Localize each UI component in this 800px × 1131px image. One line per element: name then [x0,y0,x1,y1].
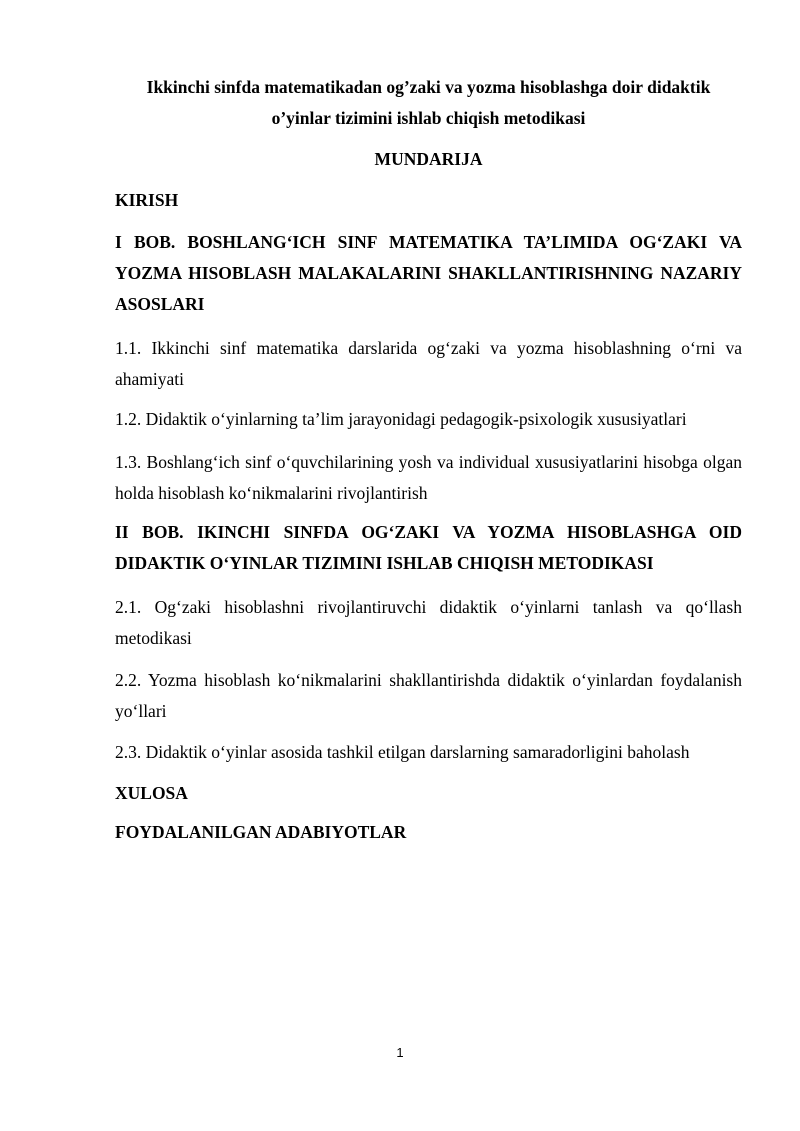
page-number: 1 [396,1045,404,1060]
toc-entry-references: FOYDALANILGAN ADABIYOTLAR [115,822,407,842]
toc-entry-chapter-1: I BOB. BOSHLANG‘ICH SINF MATEMATIKA TA’LIMIDA OG‘ZAKI VA YOZMA HISOBLASH MALAKALARINI SHAKLLANTIRISHNING NAZARIY ASOSLARI [115,232,742,314]
toc-entry-section-1-3: 1.3. Boshlang‘ich sinf o‘quvchilarining yosh va individual xususiyatlarini hisobga olgan holda hisoblash ko‘nikmalarini rivojlantirish [115,452,742,503]
document-title [115,72,742,134]
toc-entry-section-1-1: 1.1. Ikkinchi sinf matematika darslarida og‘zaki va yozma hisoblashning o‘rni va ahamiyati [115,338,742,389]
toc-entry-chapter-2: II BOB. IKINCHI SINFDA OG‘ZAKI VA YOZMA HISOBLASHGA OID DIDAKTIK O‘YINLAR TIZIMINI ISHLAB CHIQISH METODIKASI [115,522,742,573]
toc-entry-section-2-3: 2.3. Didaktik o‘yinlar asosida tashkil etilgan darslarning samaradorligini baholash [115,742,690,762]
toc-entry-conclusion: XULOSA [115,783,188,803]
title-line-1: Ikkinchi sinfda matematikadan og’zaki va yozma hisoblashga doir didaktik [146,77,711,97]
toc-entry-section-1-2: 1.2. Didaktik o‘yinlarning ta’lim jarayonidagi pedagogik-psixologik xususiyatlari [115,409,687,429]
title-line-2: o’yinlar tizimini ishlab chiqish metodikasi [271,108,586,128]
toc-entry-introduction: KIRISH [115,190,179,210]
contents-heading: MUNDARIJA [374,149,483,169]
toc-entry-section-2-2: 2.2. Yozma hisoblash ko‘nikmalarini shakllantirishda didaktik o‘yinlardan foydalanish yo‘llari [115,670,742,721]
toc-entry-section-2-1: 2.1. Og‘zaki hisoblashni rivojlantiruvchi didaktik o‘yinlarni tanlash va qo‘llash metodikasi [115,597,742,648]
